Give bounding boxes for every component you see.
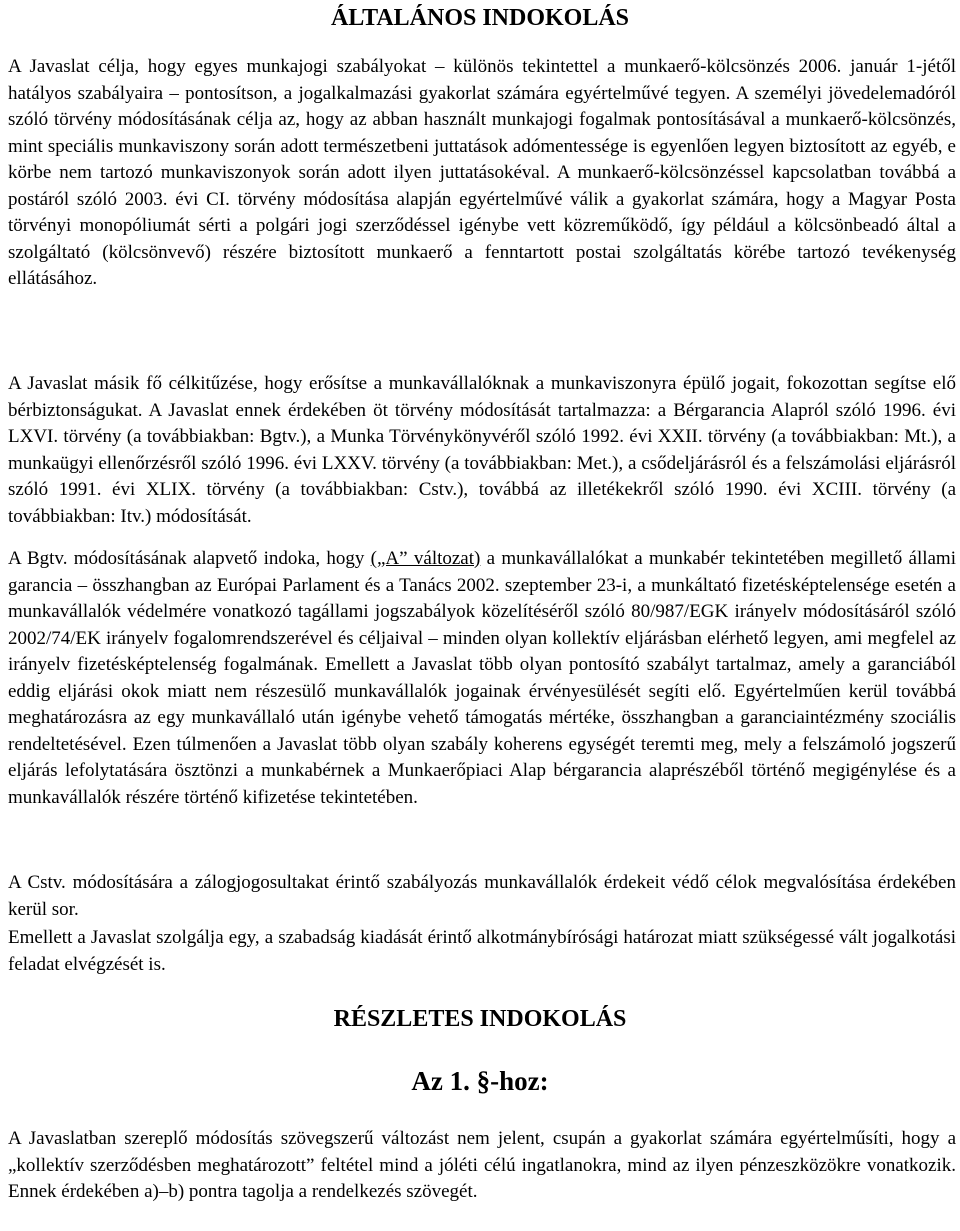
detailed-reasoning-heading: RÉSZLETES INDOKOLÁS bbox=[333, 1006, 627, 1032]
general-paragraph-3 bbox=[8, 546, 956, 811]
general-paragraph-2: A Javaslat másik fő célkitűzése, hogy erősítse a munkavállalóknak a munkaviszonyra épülő jogait, fokozottan segítse elő bérbiztonságukat. A Javaslat ennek érdekében öt törvény módosítását tartalmazza: a Bérgarancia Alapról szóló 1996. évi LXVI. törvény (a továbbiakban: Bgtv.), a Munka Törvénykönyvéről szóló 1992. évi XXII. törvény (a továbbiakban: Mt.), a munkaügyi ellenőrzésről szóló 1996. évi LXXV. törvény (a továbbiakban: Met.), a csődeljárásról és a felszámolási eljárásról szóló 1991. évi XLIX. törvény (a továbbiakban: Cstv.), továbbá az illetékekről szóló 1990. évi XCIII. törvény (a továbbiakban: Itv.) módosítását. bbox=[8, 373, 956, 527]
general-paragraph-3-body: a munkavállalókat a munkabér tekintetében megillető állami garancia – összhangban az Európai Parlament és a Tanács 2002. szeptember 23-i, a munkáltató fizetésképtelensége esetén a munkavállalók védelmére vonatkozó tagállami jogszabályok közelítéséről szóló 80/987/EGK irányelv módosításáról szóló 2002/74/EK irányelv fogalomrendszerével és céljaival – minden olyan kollektív eljárásban elérhető legyen, ami megfelel az irányelv fizetésképtelenség fogalmának. Emellett a Javaslat több olyan pontosító szabályt tartalmaz, amely a garanciából eddig eljárási okok miatt nem részesülő munkavállalók jogainak érvényesülését segíti elő. Egyértelműen kerül továbbá meghatározásra az egy munkavállaló után igénybe vehető támogatás mértéke, összhangban a garanciaintézmény szociális rendeltetésével. Ezen túlmenően a Javaslat több olyan szabály koherens egységét teremti meg, mely a felszámoló jogszerű eljárás lefolytatására ösztönzi a munkabérnek a Munkaerőpiaci Alap bérgarancia alaprészéből történő megigénylése és a munkavállalók részére történő kifizetése tekintetében. bbox=[8, 548, 956, 808]
general-paragraph-4: A Cstv. módosítására a zálogjogosultakat érintő szabályozás munkavállalók érdekeit védő célok megvalósítása érdekében kerül sor. bbox=[8, 872, 956, 920]
general-paragraph-3-lead: A Bgtv. módosításának alapvető indoka, hogy bbox=[8, 548, 371, 569]
section-1-paragraph: A Javaslatban szereplő módosítás szövegszerű változást nem jelent, csupán a gyakorlat számára egyértelműsíti, hogy a „kollektív szerződésben meghatározott” feltétel mind a jóléti célú ingatlanokra, mind az ilyen pénzeszközökre vonatkozik. Ennek érdekében a)–b) pontra tagolja a rendelkezés szövegét. bbox=[8, 1128, 956, 1202]
general-paragraph-5: Emellett a Javaslat szolgálja egy, a szabadság kiadását érintő alkotmánybírósági határozat miatt szükségessé vált jogalkotási feladat elvégzését is. bbox=[8, 927, 956, 975]
variant-a-marker: („A” változat) bbox=[370, 548, 481, 569]
section-1-heading: Az 1. §-hoz: bbox=[411, 1066, 549, 1096]
general-reasoning-heading: ÁLTALÁNOS INDOKOLÁS bbox=[330, 5, 630, 31]
general-paragraph-1: A Javaslat célja, hogy egyes munkajogi szabályokat – különös tekintettel a munkaerő-kölcsönzés 2006. január 1-jétől hatályos szabályaira – pontosítson, a jogalkalmazási gyakorlat számára egyértelművé tegyen. A személyi jövedelemadóról szóló törvény módosításának célja az, hogy az abban használt munkajogi fogalmak pontosításával a munkaerő-kölcsönzés, mint speciális munkaviszony során adott természetbeni juttatások adómentessége is egyenlően legyen biztosított az egyéb, e körbe nem tartozó munkaviszonyok során adott ilyen juttatásokéval. A munkaerő-kölcsönzéssel kapcsolatban továbbá a postáról szóló 2003. évi CI. törvény módosítása alapján egyértelművé válik a gyakorlat számára, hogy a Magyar Posta törvényi monopóliumát sérti a polgári jogi szerződéssel igénybe vett közreműködő, így például a kölcsönbeadó által a szolgáltató (kölcsönvevő) részére biztosított munkaerő a fenntartott postai szolgáltatás körébe tartozó tevékenység ellátásához. bbox=[8, 56, 956, 289]
